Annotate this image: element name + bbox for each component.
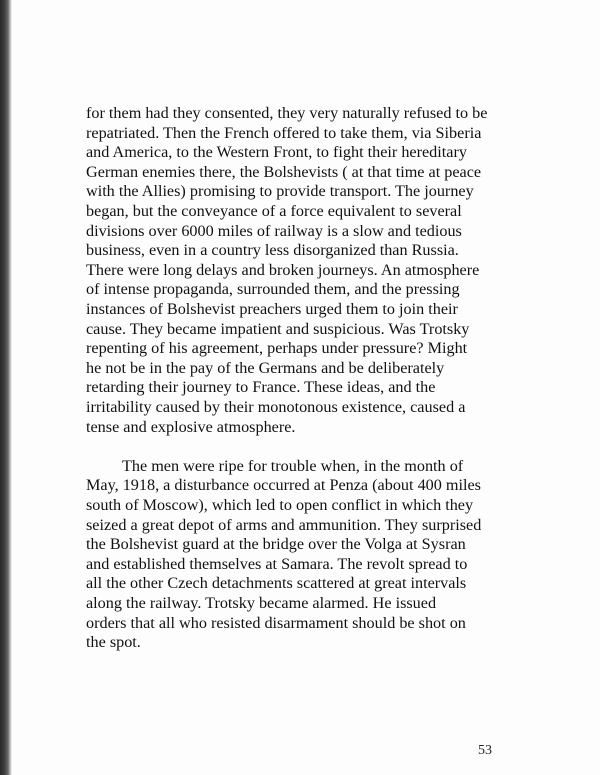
text-line: along the railway. Trotsky became alarmed. He issued: [86, 594, 437, 613]
text-line: May, 1918, a disturbance occurred at Penza (about 400 miles: [86, 476, 481, 495]
text-line: south of Moscow), which led to open conflict in which they: [86, 496, 474, 515]
text-line: There were long delays and broken journeys. An atmosphere: [86, 260, 480, 279]
text-line: retarding their journey to France. These ideas, and the: [86, 378, 436, 397]
text-line: seized a great depot of arms and ammunition. They surprised: [86, 515, 482, 534]
text-line: The men were ripe for trouble when, in the month of: [122, 456, 464, 475]
text-line: and America, to the Western Front, to fight their hereditary: [86, 143, 467, 162]
text-line: German enemies there, the Bolshevists ( at that time at peace: [86, 162, 482, 181]
scan-edge-shadow: [0, 0, 12, 775]
text-line: cause. They became impatient and suspicious. Was Trotsky: [86, 319, 470, 338]
text-line: he not be in the pay of the Germans and be deliberately: [86, 358, 445, 377]
text-line: of intense propaganda, surrounded them, and the pressing: [86, 280, 460, 299]
text-line: for them had they consented, they very naturally refused to be: [86, 104, 488, 122]
text-line: divisions over 6000 miles of railway is a slow and tedious: [86, 221, 462, 240]
text-line: irritability caused by their monotonous existence, caused a: [86, 397, 466, 416]
text-line: all the other Czech detachments scattered at great intervals: [86, 574, 467, 593]
text-line: tense and explosive atmosphere.: [86, 417, 296, 436]
text-line: instances of Bolshevist preachers urged them to join their: [86, 299, 458, 318]
text-line: repenting of his agreement, perhaps under pressure? Might: [86, 339, 468, 358]
page-number: 53: [478, 743, 492, 758]
text-line: repatriated. Then the French offered to take them, via Siberia: [86, 123, 482, 142]
text-line: the Bolshevist guard at the bridge over the Volga at Sysran: [86, 535, 466, 554]
body-text: [86, 104, 546, 653]
text-line: business, even in a country less disorganized than Russia.: [86, 241, 459, 260]
paragraph-2: [86, 457, 546, 653]
text-line: began, but the conveyance of a force equivalent to several: [86, 201, 462, 220]
text-line: the spot.: [86, 633, 141, 652]
text-line: with the Allies) promising to provide transport. The journey: [86, 182, 474, 201]
text-line: orders that all who resisted disarmament should be shot on: [86, 613, 466, 632]
text-line: and established themselves at Samara. The revolt spread to: [86, 554, 468, 573]
paragraph-1: [86, 104, 546, 437]
